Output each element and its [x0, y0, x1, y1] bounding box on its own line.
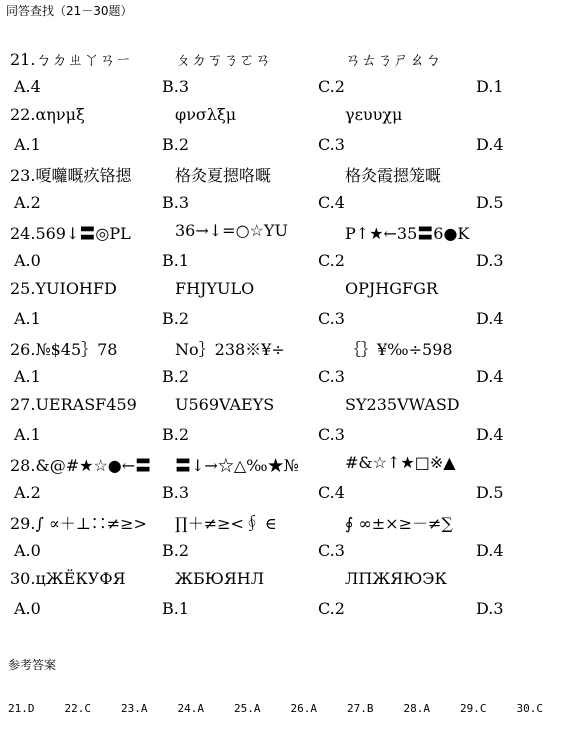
answer-item: 21.D	[8, 702, 35, 715]
option-label: D.4	[476, 425, 504, 444]
option-label: A.0	[14, 251, 41, 270]
answer-item: 26.A	[290, 702, 317, 715]
option-label: A.4	[14, 77, 41, 96]
question-sequence: 〓↓→☆△‰★№	[175, 456, 299, 475]
answer-item: 22.C	[64, 702, 91, 715]
option-label: B.1	[162, 251, 190, 270]
answer-title: 参考答案	[8, 658, 57, 672]
option-label: C.3	[318, 425, 345, 444]
option-label: C.4	[318, 193, 345, 212]
question-sequence: 格灸夏摁咯嘅	[175, 166, 272, 185]
option-label: A.2	[14, 483, 41, 502]
option-label: C.3	[318, 135, 345, 154]
question-sequence: 29.∫ ∝＋⊥∷≠≥>	[10, 514, 147, 533]
answer-item: 25.A	[234, 702, 261, 715]
page-header: 同答查找（21－30题）	[6, 4, 133, 18]
question-sequence: φνσλξμ	[175, 105, 237, 124]
question-sequence: 28.&@#★☆●←〓	[10, 456, 152, 475]
option-label: C.2	[318, 77, 345, 96]
option-label: C.3	[318, 367, 345, 386]
answer-item: 29.C	[460, 702, 487, 715]
option-label: C.3	[318, 541, 345, 560]
question-sequence: ЛПЖЯЮЭК	[345, 569, 447, 588]
option-label: B.2	[162, 309, 190, 328]
option-label: A.1	[14, 309, 41, 328]
question-sequence: OPJHGFGR	[345, 279, 438, 298]
option-label: B.3	[162, 77, 190, 96]
option-label: A.1	[14, 425, 41, 444]
option-label: C.2	[318, 251, 345, 270]
question-sequence: 25.YUIOHFD	[10, 279, 117, 298]
question-sequence: P↑★←35〓6●K	[345, 224, 470, 243]
question-sequence: ЖБЮЯНЛ	[175, 569, 265, 588]
option-label: B.2	[162, 541, 190, 560]
question-sequence: SY235VWASD	[345, 395, 460, 414]
question-sequence: 24.569↓〓◎PL	[10, 224, 131, 243]
option-label: D.5	[476, 193, 504, 212]
option-label: B.2	[162, 425, 190, 444]
question-sequence: 30.цЖЁКУФЯ	[10, 569, 126, 588]
option-label: A.0	[14, 599, 41, 618]
question-sequence: #&☆↑★□※▲	[345, 453, 456, 472]
option-label: A.1	[14, 367, 41, 386]
question-sequence: 26.№$45｝78	[10, 340, 118, 359]
question-sequence: ｛｝¥‰÷598	[345, 340, 453, 359]
question-sequence: 23.嗄囖嘅疚铬摁	[10, 166, 132, 185]
question-sequence: FHJYULO	[175, 279, 255, 298]
question-sequence: U569VAEYS	[175, 395, 275, 414]
question-sequence: 36→↓=○☆YU	[175, 221, 288, 240]
option-label: A.2	[14, 193, 41, 212]
option-label: D.3	[476, 599, 504, 618]
answer-item: 30.C	[516, 702, 543, 715]
question-sequence: ㄆㄉㄎㄋㄛㄢ	[175, 50, 272, 69]
question-sequence: ∮ ∞±×≥－≠∑	[345, 514, 453, 533]
option-label: D.4	[476, 541, 504, 560]
option-label: D.1	[476, 77, 504, 96]
option-label: C.4	[318, 483, 345, 502]
option-label: B.2	[162, 135, 190, 154]
question-sequence: 21.ㄅㄉㄓㄚㄢㄧ	[10, 50, 132, 69]
option-label: D.4	[476, 367, 504, 386]
answer-item: 23.A	[121, 702, 148, 715]
answer-item: 28.A	[403, 702, 430, 715]
option-label: A.1	[14, 135, 41, 154]
question-sequence: 格灸霞摁笼嘅	[345, 166, 442, 185]
option-label: B.1	[162, 599, 190, 618]
option-label: B.2	[162, 367, 190, 386]
option-label: B.3	[162, 483, 190, 502]
question-sequence: 27.UERASF459	[10, 395, 137, 414]
question-sequence: γευυχμ	[345, 105, 403, 124]
question-sequence: ∏＋≠≥<∮ ∈	[175, 514, 277, 533]
option-label: D.4	[476, 135, 504, 154]
option-label: C.3	[318, 309, 345, 328]
option-label: C.2	[318, 599, 345, 618]
option-label: D.3	[476, 251, 504, 270]
question-sequence: No｝238※¥÷	[175, 340, 285, 359]
option-label: D.4	[476, 309, 504, 328]
answer-item: 24.A	[177, 702, 204, 715]
question-sequence: 22.αηνμξ	[10, 105, 85, 124]
option-label: D.5	[476, 483, 504, 502]
question-sequence: ㄢㄊㄋㄕㄠㄅ	[345, 50, 442, 69]
option-label: A.0	[14, 541, 41, 560]
option-label: B.3	[162, 193, 190, 212]
answer-item: 27.B	[347, 702, 374, 715]
